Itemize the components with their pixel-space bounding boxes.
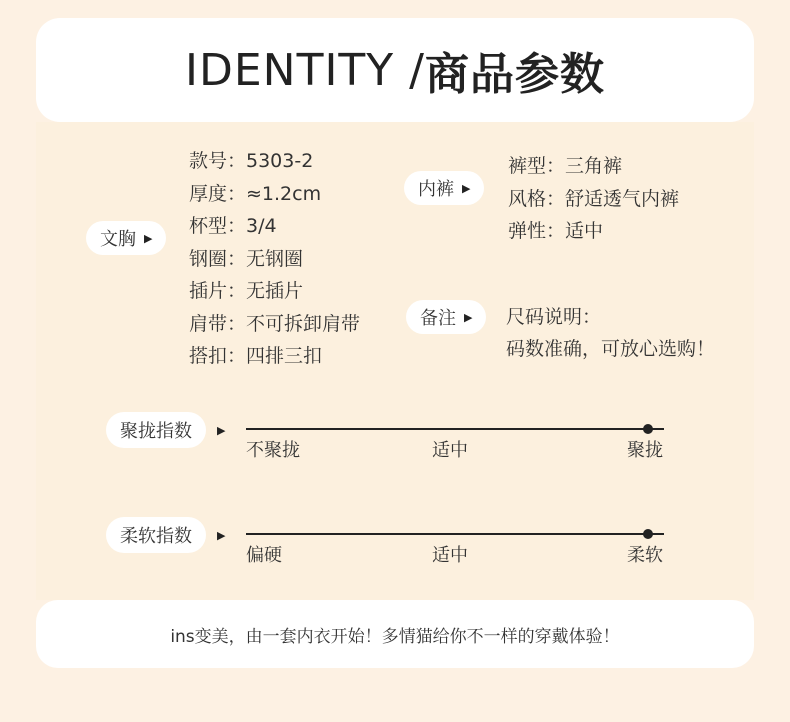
page-title (36, 18, 754, 122)
bra-spec-list (189, 145, 360, 373)
push-up-index-label: 聚拢指数 (106, 412, 206, 448)
push-up-scale-marker (643, 424, 653, 434)
remarks-tag-label: 备注 (420, 308, 456, 329)
list-item: 裤型：三角裤 (508, 155, 623, 177)
softness-scale-marker (643, 529, 653, 539)
push-up-tick-mid: 适中 (432, 440, 468, 461)
triangle-right-icon: ▶ (217, 424, 226, 437)
softness-tick-low: 偏硬 (246, 545, 282, 566)
list-item: 风格：舒适透气内裤 (508, 187, 680, 210)
bra-tag-label: 文胸 (100, 229, 136, 250)
remarks-line: 尺码说明： (506, 306, 602, 328)
title-chinese: 商品参数 (425, 49, 605, 100)
softness-index-label: 柔软指数 (106, 517, 206, 553)
softness-tick-high: 柔软 (627, 545, 663, 566)
title-english: IDENTITY / (185, 44, 425, 96)
push-up-tick-low: 不聚拢 (246, 440, 300, 461)
softness-scale-track (246, 533, 664, 535)
triangle-right-icon: ▶ (462, 181, 471, 195)
list-item: 款号：5303-2 (189, 150, 314, 172)
panties-tag (404, 171, 484, 205)
push-up-scale-track (246, 428, 664, 430)
softness-tick-mid: 适中 (432, 545, 468, 566)
list-item: 钢圈：无钢圈 (189, 247, 304, 270)
footer-slogan: ins变美，由一套内衣开始！多情猫给你不一样的穿戴体验！ (170, 626, 620, 647)
panties-spec-list (508, 150, 679, 248)
list-item: 肩带：不可拆卸肩带 (189, 312, 361, 335)
remarks-line: 码数准确，可放心选购！ (506, 338, 716, 360)
list-item: 弹性：适中 (508, 220, 604, 242)
remarks-text (506, 301, 715, 365)
list-item: 杯型：3/4 (189, 215, 277, 237)
triangle-right-icon: ▶ (144, 231, 153, 245)
panties-tag-label: 内裤 (418, 179, 454, 200)
bra-tag (86, 221, 166, 255)
list-item: 厚度：≈1.2cm (189, 182, 322, 205)
footer-card (36, 600, 754, 668)
header-card (36, 18, 754, 122)
list-item: 插片：无插片 (189, 280, 304, 302)
triangle-right-icon: ▶ (464, 310, 473, 324)
push-up-tick-high: 聚拢 (627, 440, 663, 461)
triangle-right-icon: ▶ (217, 529, 226, 542)
remarks-tag (406, 300, 486, 334)
list-item: 搭扣：四排三扣 (189, 345, 323, 367)
